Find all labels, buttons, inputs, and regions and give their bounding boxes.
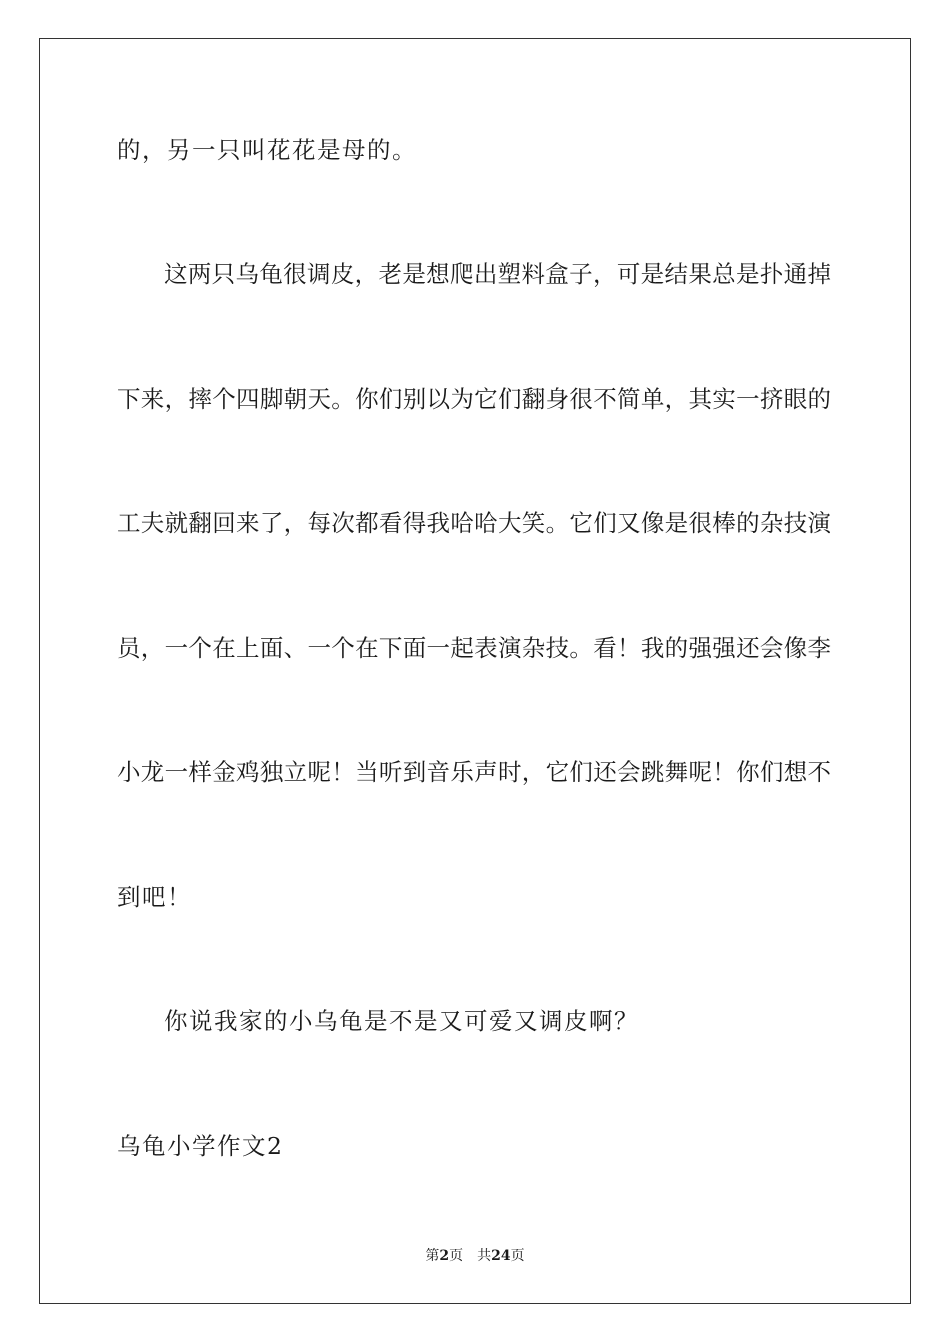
text-line: 下来，摔个四脚朝天。你们别以为它们翻身很不简单，其实一挤眼的 — [117, 385, 831, 413]
section-heading: 乌龟小学作文2 — [117, 1132, 284, 1160]
total-pages: 24 — [491, 1248, 511, 1264]
total-prefix: 共 — [477, 1248, 492, 1264]
page-frame — [39, 38, 911, 1304]
text-line: 这两只乌龟很调皮，老是想爬出塑料盒子，可是结果总是扑通掉 — [164, 260, 831, 288]
text-line: 工夫就翻回来了，每次都看得我哈哈大笑。它们又像是很棒的杂技演 — [117, 509, 831, 537]
total-suffix: 页 — [510, 1248, 525, 1264]
text-line: 员，一个在上面、一个在下面一起表演杂技。看！我的强强还会像李 — [117, 634, 831, 662]
text-line: 你说我家的小乌龟是不是又可爱又调皮啊？ — [164, 1007, 639, 1035]
text-line: 到吧！ — [117, 883, 192, 911]
text-line: 的，另一只叫花花是母的。 — [117, 136, 417, 164]
page-footer — [0, 1247, 950, 1265]
page-number: 2 — [439, 1248, 450, 1264]
page-prefix: 第 — [425, 1248, 440, 1264]
text-line: 小龙一样金鸡独立呢！当听到音乐声时，它们还会跳舞呢！你们想不 — [117, 758, 831, 786]
page-suffix: 页 — [449, 1248, 464, 1264]
